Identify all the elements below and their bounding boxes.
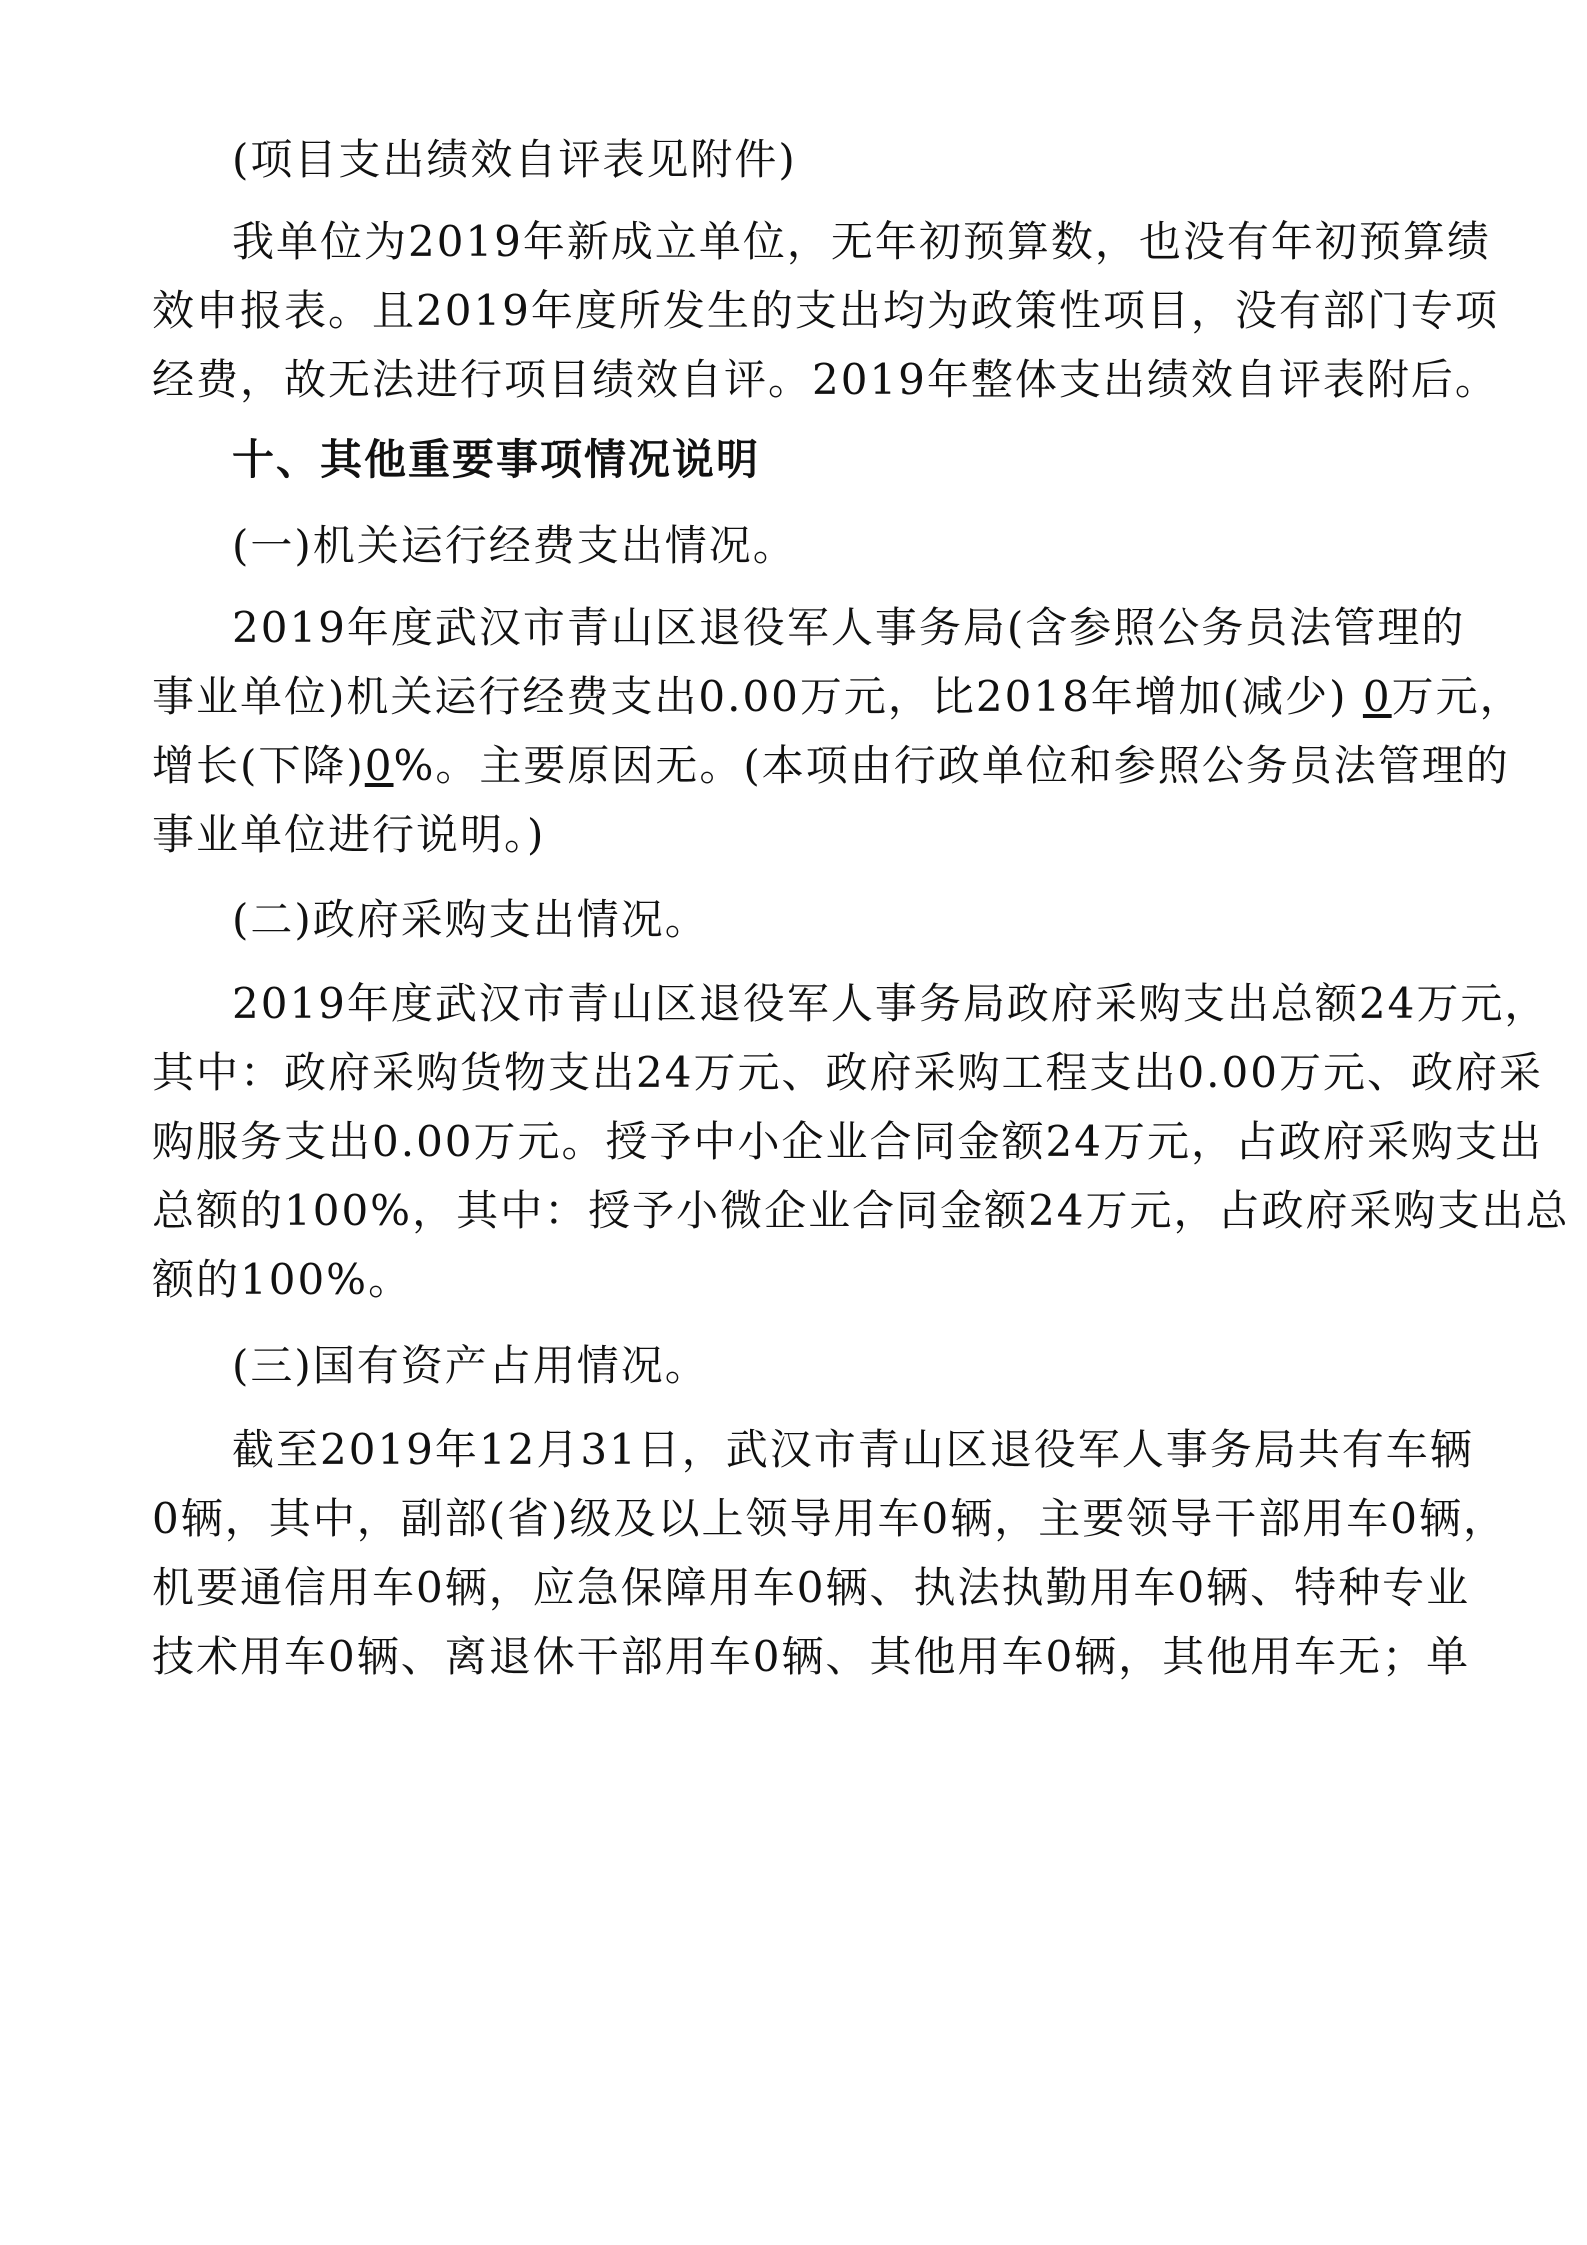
sub1-line-2-after: 万元， xyxy=(1391,672,1524,721)
performance-paragraph-line-1: 我单位为2019年新成立单位，无年初预算数，也没有年初预算绩 xyxy=(232,217,1491,266)
sub1-line-1: 2019年度武汉市青山区退役军人事务局(含参照公务员法管理的 xyxy=(232,603,1466,652)
sub2-heading: (二)政府采购支出情况。 xyxy=(232,895,709,944)
sub3-heading: (三)国有资产占用情况。 xyxy=(232,1341,709,1390)
section-ten-heading: 十、其他重要事项情况说明 xyxy=(232,435,761,484)
sub3-line-1: 截至2019年12月31日，武汉市青山区退役军人事务局共有车辆 xyxy=(232,1425,1474,1474)
sub2-line-2: 其中：政府采购货物支出24万元、政府采购工程支出0.00万元、政府采 xyxy=(152,1048,1543,1097)
sub1-increase-value: 0 xyxy=(1362,672,1392,721)
sub2-line-3: 购服务支出0.00万元。授予中小企业合同金额24万元，占政府采购支出 xyxy=(152,1117,1543,1166)
sub2-line-1: 2019年度武汉市青山区退役军人事务局政府采购支出总额24万元， xyxy=(232,979,1549,1028)
sub1-line-3-before: 增长(下降) xyxy=(152,741,365,790)
sub1-line-2 xyxy=(152,667,1524,727)
sub3-line-3: 机要通信用车0辆，应急保障用车0辆、执法执勤用车0辆、特种专业 xyxy=(152,1563,1471,1612)
sub3-line-4: 技术用车0辆、离退休干部用车0辆、其他用车0辆，其他用车无；单 xyxy=(152,1632,1471,1681)
sub1-growth-value: 0 xyxy=(364,741,394,790)
performance-paragraph-line-3: 经费，故无法进行项目绩效自评。2019年整体支出绩效自评表附后。 xyxy=(152,355,1499,404)
sub3-line-2: 0辆，其中，副部(省)级及以上领导用车0辆，主要领导干部用车0辆， xyxy=(152,1494,1507,1543)
sub1-line-3 xyxy=(152,736,1510,796)
sub1-line-3-after: %。主要原因无。(本项由行政单位和参照公务员法管理的 xyxy=(393,741,1510,790)
sub2-line-4: 总额的100%，其中：授予小微企业合同金额24万元，占政府采购支出总 xyxy=(152,1186,1570,1235)
sub1-line-4: 事业单位进行说明。) xyxy=(152,810,546,859)
sub1-line-2-before: 事业单位)机关运行经费支出0.00万元，比2018年增加(减少) xyxy=(152,672,1363,721)
attachment-note: (项目支出绩效自评表见附件) xyxy=(232,135,797,184)
sub1-heading: (一)机关运行经费支出情况。 xyxy=(232,521,797,570)
sub2-line-5: 额的100%。 xyxy=(152,1255,413,1304)
performance-paragraph-line-2: 效申报表。且2019年度所发生的支出均为政策性项目，没有部门专项 xyxy=(152,286,1499,335)
